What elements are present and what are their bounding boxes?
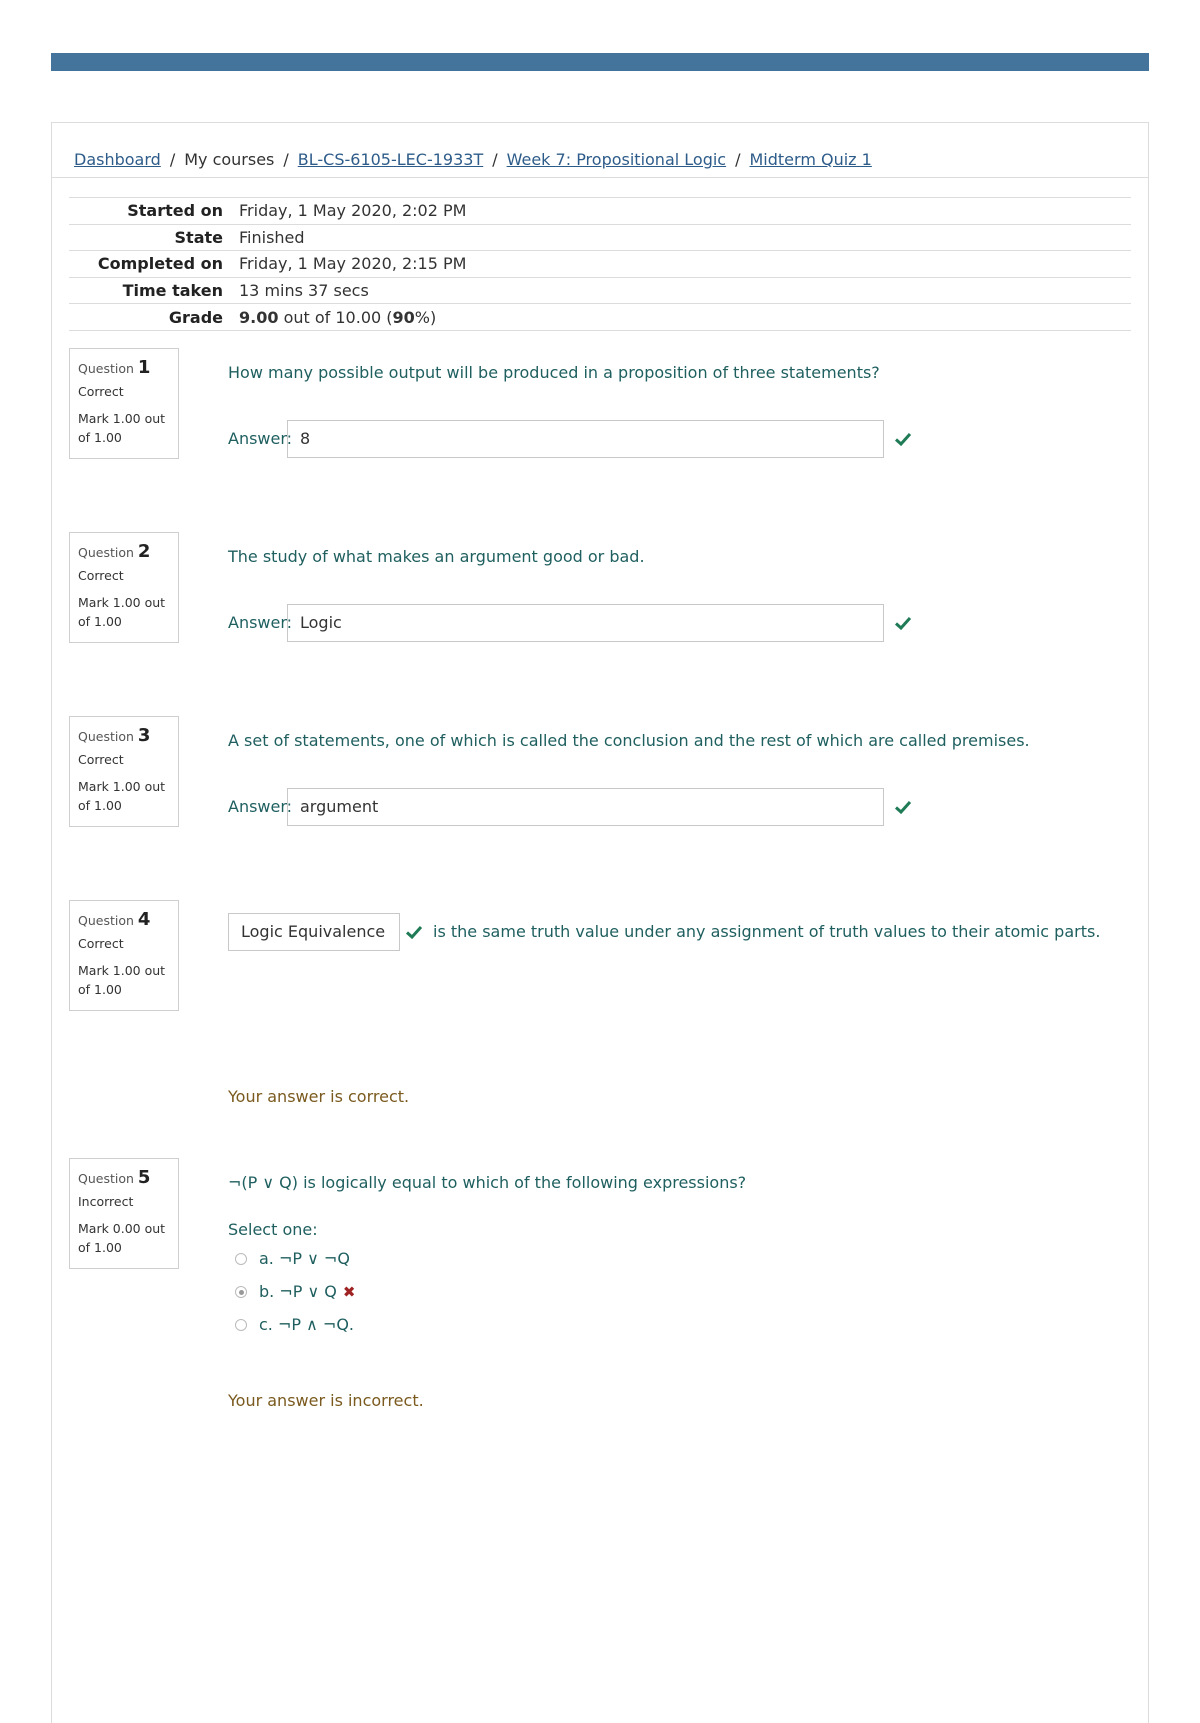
breadcrumb-my-courses: My courses [184, 150, 275, 169]
answer-label: Answer: [228, 613, 293, 632]
question-label: Question [78, 361, 134, 376]
answer-label: Answer: [228, 797, 293, 816]
correct-check-icon [894, 430, 912, 448]
grade-score: 9.00 [239, 307, 279, 327]
question-info-5 [69, 1158, 179, 1269]
question-state: Incorrect [78, 1194, 134, 1209]
question-state: Correct [78, 936, 124, 951]
question-text-5: ¬(P ∨ Q) is logically equal to which of the following expressions? [228, 1173, 747, 1192]
option-c-text: c. ¬P ∧ ¬Q. [259, 1315, 354, 1334]
grade-label: Grade [69, 304, 239, 331]
attempt-summary-table [69, 197, 1131, 331]
breadcrumb-divider [52, 177, 1148, 178]
breadcrumb-week-link[interactable]: Week 7: Propositional Logic [506, 150, 727, 169]
feedback-message-5: Your answer is incorrect. [228, 1391, 424, 1410]
option-c[interactable] [235, 1315, 354, 1334]
radio-button[interactable] [235, 1319, 247, 1331]
answer-label: Answer: [228, 429, 293, 448]
quiz-review-region [51, 122, 1149, 1723]
breadcrumb-separator: / [283, 150, 289, 169]
select-one-label: Select one: [228, 1220, 318, 1239]
breadcrumb-separator: / [735, 150, 741, 169]
time-taken-value: 13 mins 37 secs [239, 277, 1131, 304]
option-b-text: b. ¬P ∨ Q [259, 1282, 337, 1301]
completed-on-value: Friday, 1 May 2020, 2:15 PM [239, 251, 1131, 278]
breadcrumb [74, 150, 872, 169]
question-text-4: is the same truth value under any assignment of truth values to their atomic parts. [433, 922, 1101, 941]
question-info-3 [69, 716, 179, 827]
grade-percent: 90 [392, 307, 415, 327]
question-number: 3 [137, 725, 151, 746]
grade-value [239, 304, 1131, 331]
radio-button[interactable] [235, 1253, 247, 1265]
correct-check-icon [894, 614, 912, 632]
started-on-value: Friday, 1 May 2020, 2:02 PM [239, 198, 1131, 225]
answer-field-1[interactable]: 8 [287, 420, 884, 458]
question-info-4 [69, 900, 179, 1011]
question-state: Correct [78, 752, 124, 767]
question-mark: Mark 1.00 out of 1.00 [78, 963, 166, 997]
breadcrumb-quiz-link[interactable]: Midterm Quiz 1 [749, 150, 872, 169]
question-number: 4 [137, 909, 151, 930]
option-a[interactable] [235, 1249, 350, 1268]
incorrect-cross-icon: ✖ [342, 1283, 356, 1301]
answer-field-4[interactable]: Logic Equivalence [228, 913, 400, 951]
question-label: Question [78, 1171, 134, 1186]
question-text-1: How many possible output will be produced in a proposition of three statements? [228, 363, 880, 382]
state-value: Finished [239, 224, 1131, 251]
question-info-1 [69, 348, 179, 459]
answer-field-3[interactable]: argument [287, 788, 884, 826]
question-mark: Mark 1.00 out of 1.00 [78, 779, 166, 813]
summary-row [69, 251, 1131, 278]
option-b[interactable] [235, 1282, 355, 1301]
question-text-3: A set of statements, one of which is called the conclusion and the rest of which are called premises. [228, 731, 1030, 750]
question-mark: Mark 0.00 out of 1.00 [78, 1221, 166, 1255]
started-on-label: Started on [69, 198, 239, 225]
question-number: 1 [137, 357, 151, 378]
summary-row [69, 224, 1131, 251]
question-state: Correct [78, 384, 124, 399]
state-label: State [69, 224, 239, 251]
answer-field-2[interactable]: Logic [287, 604, 884, 642]
breadcrumb-dashboard-link[interactable]: Dashboard [74, 150, 161, 169]
question-mark: Mark 1.00 out of 1.00 [78, 595, 166, 629]
correct-check-icon [405, 923, 423, 941]
correct-check-icon [894, 798, 912, 816]
summary-row [69, 198, 1131, 225]
question-label: Question [78, 545, 134, 560]
question-number: 2 [137, 541, 151, 562]
breadcrumb-separator: / [492, 150, 498, 169]
breadcrumb-separator: / [169, 150, 176, 169]
option-a-text: a. ¬P ∨ ¬Q [259, 1249, 350, 1268]
question-label: Question [78, 729, 134, 744]
time-taken-label: Time taken [69, 277, 239, 304]
feedback-message-4: Your answer is correct. [228, 1087, 410, 1106]
summary-row [69, 277, 1131, 304]
question-info-2 [69, 532, 179, 643]
radio-button-selected[interactable] [235, 1286, 247, 1298]
breadcrumb-course-link[interactable]: BL-CS-6105-LEC-1933T [297, 150, 484, 169]
grade-out-of: out of 10.00 ( [278, 307, 393, 327]
grade-percent-suffix: %) [414, 307, 437, 327]
question-text-2: The study of what makes an argument good or bad. [228, 547, 645, 566]
question-mark: Mark 1.00 out of 1.00 [78, 411, 166, 445]
question-number: 5 [137, 1167, 151, 1188]
site-header-bar [51, 53, 1149, 71]
summary-row [69, 304, 1131, 331]
completed-on-label: Completed on [69, 251, 239, 278]
question-label: Question [78, 913, 134, 928]
question-state: Correct [78, 568, 124, 583]
